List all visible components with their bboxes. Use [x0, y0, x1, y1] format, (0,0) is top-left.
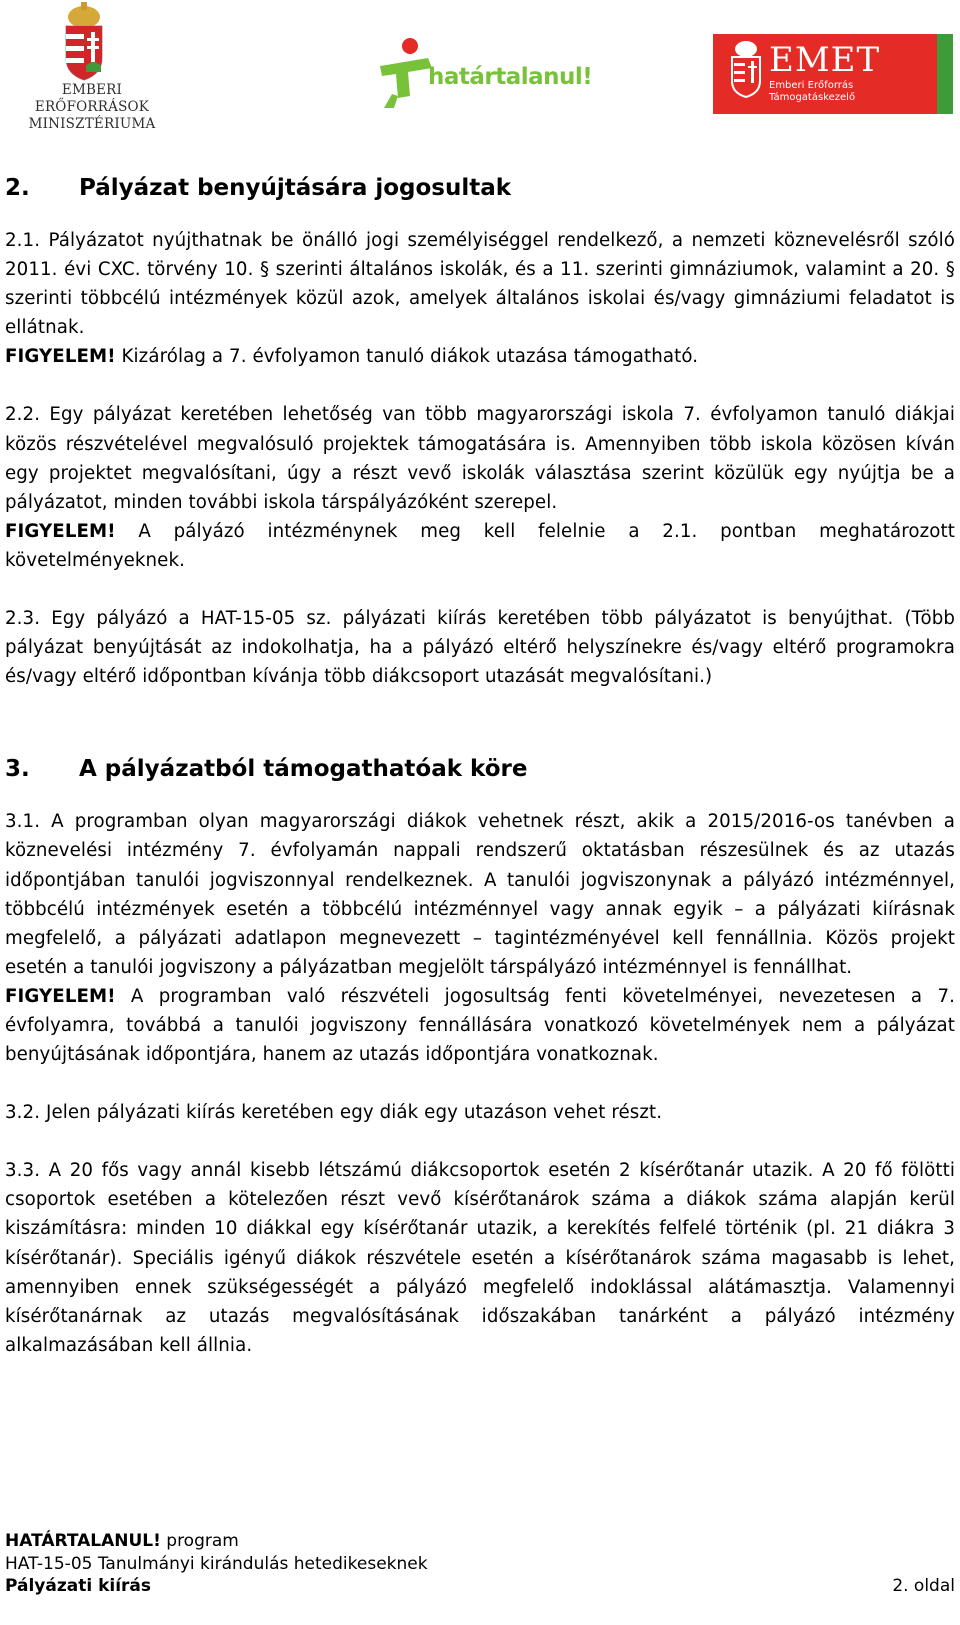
- page-number: 2. oldal: [892, 1576, 955, 1596]
- footer-program-rest: program: [160, 1531, 239, 1551]
- paragraph-3-1-warning-text: A programban való részvételi jogosultság fenti követelményei, nevezetesen a 7. évfolyamra, továbbá a tanulói jogviszony fennállására vonatkozó követelmények nem a pályázat benyújtásának időpontjára, hanem az utazás időpontjára vonatkoznak.: [5, 985, 955, 1066]
- section-3-title: A pályázatból támogathatóak köre: [79, 756, 528, 783]
- paragraph-3-1-text: 3.1. A programban olyan magyarországi diákok vehetnek részt, akik a 2015/2016-os tanévben a köznevelési intézmény 7. évfolyamán nappali rendszerű oktatásban részesülnek és az utazás időpontjában tanulói jogviszonnyal rendelkeznek. A tanulói jogviszonynak a pályázó intézménnyel, többcélú intézmények esetén a többcélú intézménnyel vagy annak egyik – a pályázati kiírásnak megfelelő, a pályázati adatlapon megnevezett – tagintézményével kell fennállnia. Közös projekt esetén a tanulói jogviszony a pályázatban megjelölt társpályázó intézménnyel is fennállhat.: [5, 811, 955, 978]
- warning-label: FIGYELEM!: [5, 346, 116, 368]
- emet-green-stripe: [937, 34, 953, 114]
- emet-crest-icon: [729, 39, 763, 99]
- section-3-heading: [5, 749, 955, 807]
- paragraph-3-3: [5, 1156, 955, 1360]
- section-2-number: 2.: [5, 175, 30, 201]
- paragraph-2-3-text: 2.3. Egy pályázó a HAT-15-05 sz. pályázati kiírás keretében több pályázatot is benyújthat. (Több pályázat benyújtását az indokolhatja, ha a pályázó eltérő helyszínekre és/vagy eltérő programokra és/vagy eltérő időpontban kívánja több diákcsoport utazását megvalósítani.): [5, 608, 955, 688]
- footer-program-bold: HATÁRTALANUL!: [5, 1531, 161, 1551]
- emet-logo-sub1: Emberi Erőforrás: [769, 80, 854, 91]
- paragraph-3-2-text: 3.2. Jelen pályázati kiírás keretében egy diák egy utazáson vehet részt.: [5, 1102, 663, 1124]
- paragraph-2-2-text: 2.2. Egy pályázat keretében lehetőség van több magyarországi iskola 7. évfolyamon tanuló diákjai közös részvételével megvalósuló projektek támogatására is. Amennyiben több iskola közösen kíván egy projektet megvalósítani, úgy a részt vevő iskolák választása szerint közülük egy nyújtja be a pályázatot, minden további iskola társpályázóként szerepel.: [5, 404, 955, 513]
- emmi-logo: [4, 2, 174, 132]
- footer-program: [5, 1530, 955, 1553]
- warning-label: FIGYELEM!: [5, 520, 116, 542]
- paragraph-3-2: [5, 1098, 955, 1127]
- header-logos: [0, 0, 960, 132]
- paragraph-2-2-warning-text: A pályázó intézménynek meg kell felelnie a 2.1. pontban meghatározott követelményeknek.: [5, 520, 955, 571]
- paragraph-3-1: [5, 807, 955, 982]
- emet-logo-word: EMET: [769, 40, 881, 80]
- section-3-number: 3.: [5, 756, 30, 783]
- emet-logo-sub2: Támogatáskezelő: [769, 92, 856, 103]
- document-body: [5, 168, 955, 1389]
- section-2-title: Pályázat benyújtására jogosultak: [79, 175, 512, 201]
- paragraph-2-1: [5, 226, 955, 342]
- paragraph-3-3-text: 3.3. A 20 fős vagy annál kisebb létszámú diákcsoportok esetén 2 kísérőtanár utazik. A 20 fő fölötti csoportok esetében a kötelezően részt vevő kísérőtanárok száma a diákok száma alapján kerül kiszámításra: minden 10 diákkal egy kísérőtanár utazik, a kerekítés felfelé történik (pl. 21 diákra 3 kísérőtanár). Speciális igényű diákok részvétele esetén a kísérőtanárok száma magasabb is lehet, amennyiben ennek szükségességét a pályázó megfelelő indoklással alátámasztja. Valamennyi kísérőtanárnak az utazás megvalósításának időszakában tanárként a pályázó intézmény alkalmazásában kell állnia.: [5, 1160, 955, 1356]
- paragraph-2-1-warning-text: Kizárólag a 7. évfolyamon tanuló diákok utazása támogatható.: [115, 346, 699, 368]
- paragraph-2-2: [5, 400, 955, 516]
- footer-subtitle: HAT-15-05 Tanulmányi kirándulás hetedikeseknek: [5, 1553, 428, 1574]
- hungarian-crest-icon: [61, 2, 107, 82]
- hatartalanul-logo: [370, 36, 593, 108]
- hatartalanul-logo-text: határtalanul!: [428, 64, 593, 90]
- paragraph-2-3: [5, 604, 955, 691]
- paragraph-2-1-warning: [5, 342, 955, 371]
- paragraph-2-1-text: 2.1. Pályázatot nyújthatnak be önálló jogi személyiséggel rendelkező, a nemzeti köznevelésről szóló 2011. évi CXC. törvény 10. § szerinti általános iskolák, és a 11. szerinti gimnáziumok, valamint a 20. § szerinti többcélú intézmények közül azok, amelyek általános iskolai és/vagy gimnáziumi feladatot is ellátnak.: [5, 230, 955, 339]
- paragraph-3-1-warning: [5, 982, 955, 1069]
- emmi-logo-line2: MINISZTÉRIUMA: [28, 116, 156, 132]
- footer-doc-type: Pályázati kiírás: [5, 1576, 152, 1596]
- paragraph-2-2-warning: [5, 517, 955, 575]
- emet-logo: [713, 34, 953, 114]
- page-footer: [5, 1530, 955, 1598]
- warning-label: FIGYELEM!: [5, 985, 116, 1007]
- emmi-logo-line1: EMBERI ERŐFORRÁSOK: [34, 82, 150, 115]
- section-2-heading: [5, 168, 955, 226]
